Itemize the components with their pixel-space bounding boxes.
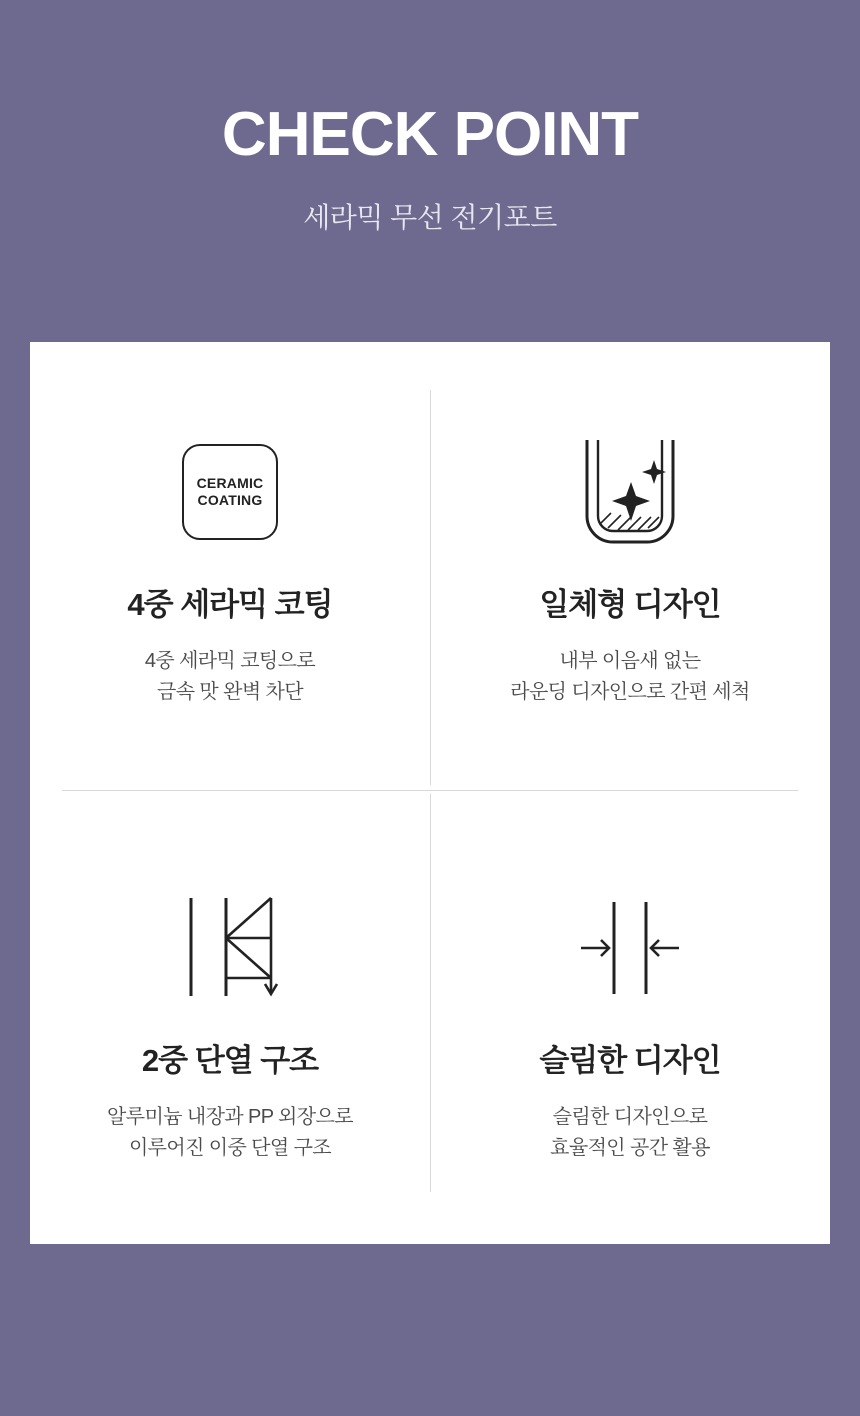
slim-width-arrows-icon (571, 883, 689, 1013)
feature-description (145, 646, 315, 708)
feature-description (510, 646, 750, 708)
feature-description-line2: 금속 맛 완벽 차단 (157, 681, 303, 703)
feature-description (550, 1102, 710, 1164)
feature-item-double-insulation (30, 793, 430, 1244)
page-title: CHECK POINT (221, 100, 639, 169)
ceramic-coating-icon (182, 427, 278, 557)
page-header (0, 0, 860, 236)
ceramic-icon-line1: CERAMIC (196, 474, 264, 491)
feature-item-ceramic-coating (30, 342, 430, 793)
features-card (30, 342, 830, 1244)
features-grid (30, 342, 830, 1244)
feature-title: 일체형 디자인 (539, 587, 721, 622)
ceramic-icon-line2: COATING (197, 492, 263, 508)
feature-description-line2: 효율적인 공간 활용 (550, 1137, 710, 1159)
feature-title: 2중 단열 구조 (141, 1043, 319, 1078)
page-subtitle: 세라믹 무선 전기포트 (303, 202, 557, 233)
feature-description (107, 1102, 353, 1164)
feature-description-line2: 라운딩 디자인으로 간편 세척 (510, 681, 750, 703)
feature-title: 4중 세라믹 코팅 (127, 587, 333, 622)
double-insulation-icon (171, 883, 289, 1013)
feature-description-line2: 이루어진 이중 단열 구조 (128, 1137, 332, 1159)
feature-title: 슬림한 디자인 (539, 1043, 721, 1078)
feature-description-line1: 4중 세라믹 코팅으로 (144, 650, 316, 672)
feature-item-slim-design (430, 793, 830, 1244)
feature-description-line1: 슬림한 디자인으로 (552, 1106, 708, 1128)
feature-item-seamless-design (430, 342, 830, 793)
feature-description-line1: 내부 이음새 없는 (559, 650, 701, 672)
feature-description-line1: 알루미늄 내장과 PP 외장으로 (107, 1106, 353, 1128)
seamless-pot-sparkle-icon (571, 427, 689, 557)
